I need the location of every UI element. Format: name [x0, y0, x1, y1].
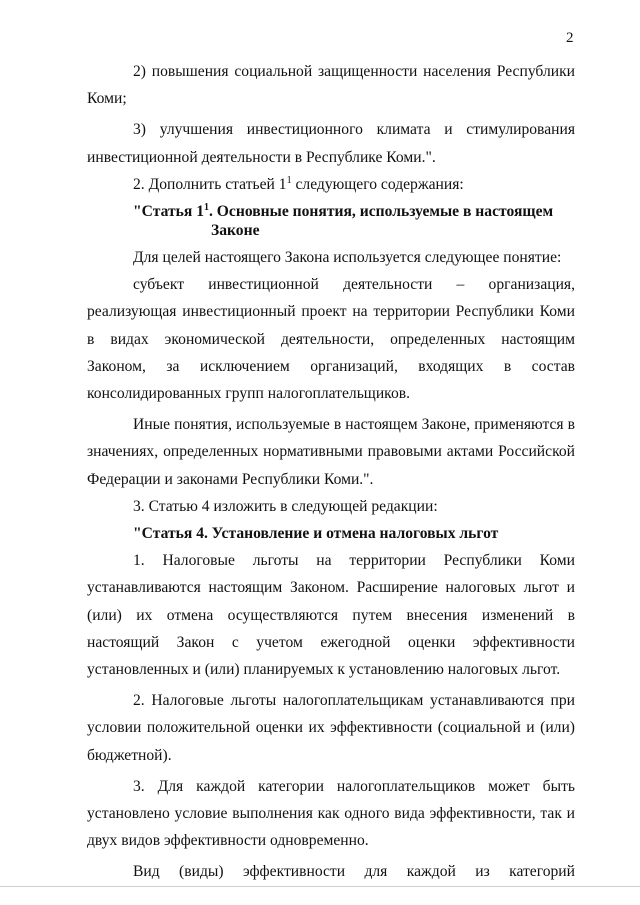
amendment-3: 3. Статью 4 изложить в следующей редакции:	[133, 497, 438, 515]
amendment-2-superscript: 1	[286, 174, 292, 186]
article-4-paragraph-2: 2. Налоговые льготы налогоплательщикам устанавливаются при условии положительной оценки их эффективности (социальной и (или) бюджетной).	[87, 692, 575, 764]
amendment-2-text: 2. Дополнить статьей 1	[133, 175, 287, 193]
article-1-1-paragraph-1: Для целей настоящего Закона используется следующее понятие:	[133, 249, 562, 267]
article-1-1-heading-end: . Основные понятия, используемые в настоящем	[209, 203, 554, 221]
item-2-line-2: Коми;	[87, 90, 127, 108]
amendment-2	[87, 171, 575, 198]
article-4-paragraph-1: 1. Налоговые льготы на территории Республики Коми устанавливаются настоящим Законом. Расширение налоговых льгот и (или) их отмена осуществляются путем внесения изменений в настоящий Закон с учетом ежегодной оценки эффективности установленных и (или) планируемых к установлению налоговых льгот.	[87, 552, 575, 679]
document-body	[87, 58, 575, 886]
amendment-2-tail: следующего содержания:	[291, 175, 464, 193]
article-1-1-paragraph-3: Иные понятия, используемые в настоящем Законе, применяются в значениях, определенных нормативными правовыми актами Российской Федерации и законами Республики Коми.".	[87, 416, 575, 488]
article-1-1-heading-line-2: Законе	[211, 222, 260, 240]
article-1-1-heading	[87, 202, 575, 240]
page-number: 2	[566, 30, 574, 46]
article-4-heading: "Статья 4. Установление и отмена налоговых льгот	[133, 525, 499, 543]
item-2-line-1: 2) повышения социальной защищенности населения Республики	[133, 63, 575, 80]
article-1-1-paragraph-2: субъект инвестиционной деятельности – организация, реализующая инвестиционный проект на территории Республики Коми в видах экономической деятельности, определенных настоящим Законом, за исключением организаций, входящих в состав консолидированных групп налогоплательщиков.	[87, 276, 575, 403]
article-4-paragraph-4: Вид (виды) эффективности для каждой из категорий	[133, 863, 575, 881]
article-1-1-heading-superscript: 1	[204, 201, 209, 213]
item-3-line-2: инвестиционной деятельности в Республике Коми.".	[87, 148, 436, 166]
page-bottom-rule	[0, 886, 640, 887]
article-4-paragraph-3: 3. Для каждой категории налогоплательщиков может быть установлено условие выполнения как одного вида эффективности, так и двух видов эффективности одновременно.	[87, 777, 575, 850]
article-1-1-heading-start: "Статья 1	[133, 203, 204, 221]
item-3-line-1: 3) улучшения инвестиционного климата и стимулирования	[133, 121, 575, 139]
